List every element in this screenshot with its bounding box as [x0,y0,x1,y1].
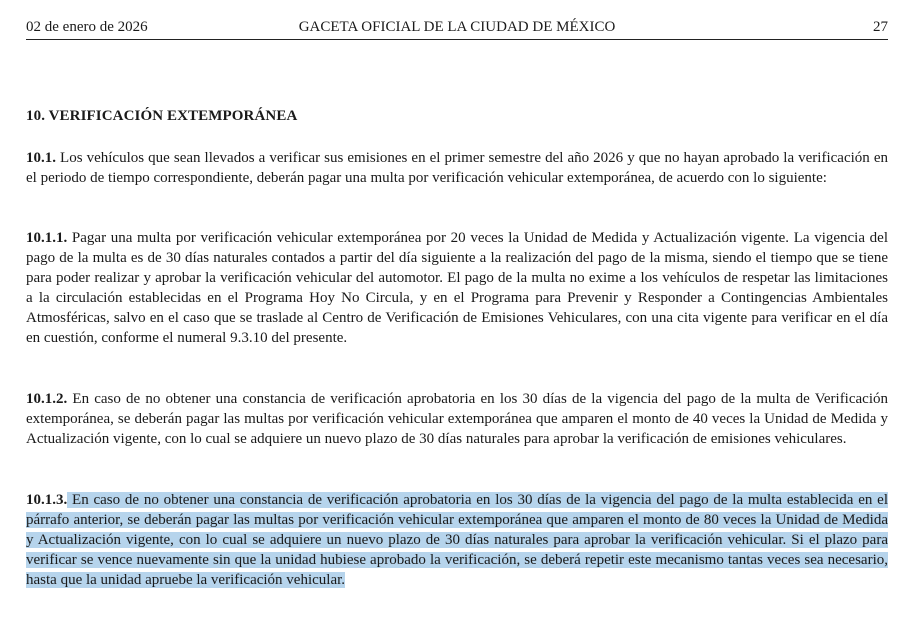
paragraph-number: 10.1.1. [26,230,68,246]
paragraph-10-1-3-selected[interactable] [26,490,888,590]
paragraph-10-1-2[interactable] [26,389,888,449]
paragraph-10-1[interactable] [26,148,888,188]
paragraph-text: En caso de no obtener una constancia de verificación aprobatoria en los 30 días de la vigencia del pago de la multa de Verificación extemporánea, se deberán pagar las multas por verificación vehicular extemporánea que amparen el monto de 40 veces la Unidad de Medida y Actualización vigente, con lo cual se adquiere un nuevo plazo de 30 días naturales para aprobar la verificación de emisiones vehiculares. [26,391,888,447]
page-header [26,17,888,40]
paragraph-number: 10.1.2. [26,391,68,407]
paragraph-text: Pagar una multa por verificación vehicular extemporánea por 20 veces la Unidad de Medida y Actualización vigente. La vigencia del pago de la multa es de 30 días naturales contados a partir del día siguiente a la realización del pago de la misma, siendo el tiempo que se tiene para poder realizar y aprobar la verificación vehicular del automotor. El pago de la multa no exime a los vehículos de respetar las limitaciones a la circulación establecidas en el Programa Hoy No Circula, y en el Programa para Prevenir y Responder a Contingencias Ambientales Atmosféricas, salvo en el caso que se traslade al Centro de Verificación de Emisiones Vehiculares, con una cita vigente para verificar en el día en cuestión, conforme el numeral 9.3.10 del presente. [26,230,888,346]
paragraph-10-1-1[interactable] [26,228,888,348]
header-page-number: 27 [873,19,888,35]
paragraph-text: Los vehículos que sean llevados a verificar sus emisiones en el primer semestre del año 2026 y que no hayan aprobado la verificación en el periodo de tiempo correspondiente, deberán pagar una multa por verificación vehicular extemporánea, de acuerdo con lo siguiente: [26,150,888,186]
paragraph-number: 10.1. [26,150,56,166]
header-title: GACETA OFICIAL DE LA CIUDAD DE MÉXICO [298,19,616,35]
header-date: 02 de enero de 2026 [26,19,148,35]
paragraph-number: 10.1.3. [26,492,68,508]
selected-text-highlight[interactable]: En caso de no obtener una constancia de verificación aprobatoria en los 30 días de la vigencia del pago de la multa establecida en el párrafo anterior, se deberán pagar las multas por verificación vehicular extemporánea que amparen el monto de 80 veces la Unidad de Medida y Actualización vigente, con lo cual se adquiere un nuevo plazo de 30 días naturales para aprobar la verificación vehicular. Si el plazo para verificar se vence nuevamente sin que la unidad hubiese aprobado la verificación, se deberá repetir este mecanismo tantas veces sea necesario, hasta que la unidad apruebe la verificación vehicular. [26,492,888,588]
section-title: 10. VERIFICACIÓN EXTEMPORÁNEA [26,108,298,124]
